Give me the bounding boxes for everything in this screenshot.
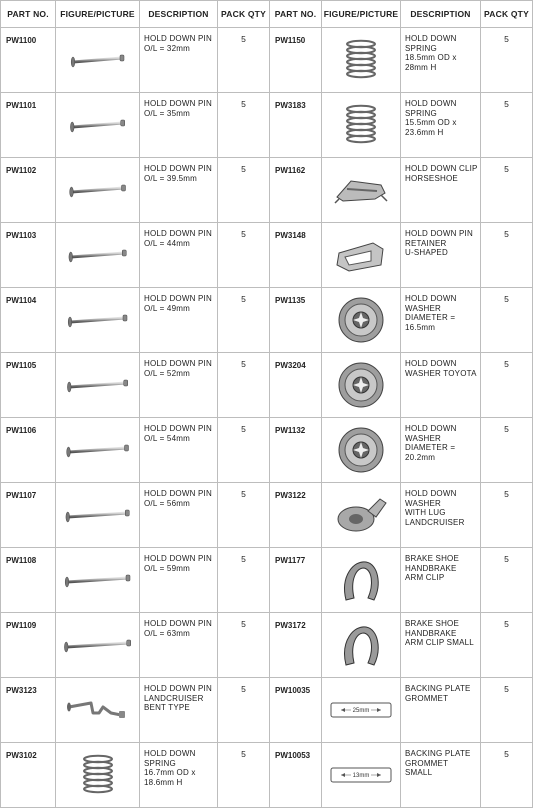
- lug-washer-icon: [322, 493, 400, 537]
- pin-icon: [56, 439, 139, 461]
- description: HOLD DOWN SPRING 15.5mm OD x 23.6mm H: [401, 93, 481, 158]
- table-row: [1, 483, 533, 548]
- pack-qty: 5: [481, 28, 533, 93]
- description: HOLD DOWN PIN O/L = 59mm: [140, 548, 218, 613]
- pack-qty: 5: [218, 548, 270, 613]
- pack-qty: 5: [481, 93, 533, 158]
- table-row: [1, 678, 533, 743]
- description: BRAKE SHOE HANDBRAKE ARM CLIP: [401, 548, 481, 613]
- figure-picture: [56, 353, 140, 418]
- table-row: [1, 548, 533, 613]
- pack-qty: 5: [481, 158, 533, 223]
- spring-icon: [322, 101, 400, 149]
- pin-icon: [56, 569, 139, 591]
- table-row: [1, 223, 533, 288]
- figure-picture: [322, 93, 401, 158]
- pin-icon: [56, 634, 139, 656]
- part-number: PW10035: [270, 678, 322, 743]
- description: HOLD DOWN PIN RETAINER U-SHAPED: [401, 223, 481, 288]
- description: HOLD DOWN PIN O/L = 39.5mm: [140, 158, 218, 223]
- header-description: DESCRIPTION: [401, 1, 481, 28]
- figure-picture: [56, 743, 140, 808]
- pack-qty: 5: [481, 678, 533, 743]
- figure-picture: [322, 223, 401, 288]
- part-number: PW1177: [270, 548, 322, 613]
- figure-picture: [322, 353, 401, 418]
- description: BACKING PLATE GROMMET: [401, 678, 481, 743]
- washer-icon: [322, 294, 400, 346]
- svg-text:25mm: 25mm: [352, 708, 370, 714]
- description: HOLD DOWN PIN O/L = 56mm: [140, 483, 218, 548]
- description: BRAKE SHOE HANDBRAKE ARM CLIP SMALL: [401, 613, 481, 678]
- part-number: PW1135: [270, 288, 322, 353]
- description: HOLD DOWN PIN O/L = 35mm: [140, 93, 218, 158]
- description: HOLD DOWN PIN O/L = 49mm: [140, 288, 218, 353]
- figure-picture: [322, 548, 401, 613]
- pack-qty: 5: [218, 353, 270, 418]
- pin-icon: [56, 309, 139, 331]
- figure-picture: [56, 158, 140, 223]
- description: BACKING PLATE GROMMET SMALL: [401, 743, 481, 808]
- pack-qty: 5: [218, 678, 270, 743]
- header-pack-qty: PACK QTY: [481, 1, 533, 28]
- pin-icon: [56, 504, 139, 526]
- figure-picture: [322, 28, 401, 93]
- description: HOLD DOWN PIN O/L = 54mm: [140, 418, 218, 483]
- part-number: PW1132: [270, 418, 322, 483]
- part-number: PW3122: [270, 483, 322, 548]
- figure-picture: [322, 288, 401, 353]
- header-row: [1, 1, 533, 28]
- description: HOLD DOWN SPRING 16.7mm OD x 18.6mm H: [140, 743, 218, 808]
- pin-icon: [56, 114, 139, 136]
- part-number: PW3102: [1, 743, 56, 808]
- spring-icon: [56, 751, 139, 799]
- part-number: PW3123: [1, 678, 56, 743]
- table-row: [1, 353, 533, 418]
- figure-picture: [56, 483, 140, 548]
- pack-qty: 5: [481, 613, 533, 678]
- description: HOLD DOWN CLIP HORSESHOE: [401, 158, 481, 223]
- u-retainer-icon: [322, 235, 400, 275]
- figure-picture: [56, 28, 140, 93]
- table-row: [1, 93, 533, 158]
- part-number: PW1103: [1, 223, 56, 288]
- part-number: PW1107: [1, 483, 56, 548]
- figure-picture: [56, 288, 140, 353]
- arm-clip-icon: [322, 621, 400, 669]
- pack-qty: 5: [481, 548, 533, 613]
- pin-icon: [56, 374, 139, 396]
- header-description: DESCRIPTION: [140, 1, 218, 28]
- description: HOLD DOWN WASHER WITH LUG LANDCRUISER: [401, 483, 481, 548]
- header-part-no: PART NO.: [270, 1, 322, 28]
- pack-qty: 5: [218, 743, 270, 808]
- description: HOLD DOWN PIN O/L = 52mm: [140, 353, 218, 418]
- figure-picture: [56, 548, 140, 613]
- pack-qty: 5: [218, 613, 270, 678]
- part-number: PW1109: [1, 613, 56, 678]
- washer-icon: [322, 424, 400, 476]
- description: HOLD DOWN PIN O/L = 63mm: [140, 613, 218, 678]
- header-part-no: PART NO.: [1, 1, 56, 28]
- arm-clip-icon: [322, 556, 400, 604]
- part-number: PW1108: [1, 548, 56, 613]
- table-row: [1, 613, 533, 678]
- part-number: PW3148: [270, 223, 322, 288]
- part-number: PW3204: [270, 353, 322, 418]
- part-number: PW1102: [1, 158, 56, 223]
- figure-picture: [322, 418, 401, 483]
- table-row: [1, 288, 533, 353]
- pack-qty: 5: [481, 288, 533, 353]
- figure-picture: [322, 158, 401, 223]
- part-number: PW1162: [270, 158, 322, 223]
- description: HOLD DOWN SPRING 18.5mm OD x 28mm H: [401, 28, 481, 93]
- part-number: PW1150: [270, 28, 322, 93]
- pack-qty: 5: [218, 483, 270, 548]
- figure-picture: [56, 418, 140, 483]
- header-figure: FIGURE/PICTURE: [56, 1, 140, 28]
- part-number: PW3183: [270, 93, 322, 158]
- description: HOLD DOWN PIN O/L = 32mm: [140, 28, 218, 93]
- grommet-icon: [322, 762, 400, 788]
- pack-qty: 5: [218, 223, 270, 288]
- table-row: [1, 28, 533, 93]
- part-number: PW1104: [1, 288, 56, 353]
- description: HOLD DOWN PIN O/L = 44mm: [140, 223, 218, 288]
- header-figure: FIGURE/PICTURE: [322, 1, 401, 28]
- table-row: [1, 418, 533, 483]
- washer-icon: [322, 359, 400, 411]
- figure-picture: [322, 613, 401, 678]
- pack-qty: 5: [481, 483, 533, 548]
- pack-qty: 5: [481, 418, 533, 483]
- spring-icon: [322, 36, 400, 84]
- pin-icon: [56, 49, 139, 71]
- part-number: PW10053: [270, 743, 322, 808]
- part-number: PW1106: [1, 418, 56, 483]
- description: HOLD DOWN PIN LANDCRUISER BENT TYPE: [140, 678, 218, 743]
- pack-qty: 5: [218, 288, 270, 353]
- bent-pin-icon: [56, 693, 139, 727]
- description: HOLD DOWN WASHER TOYOTA: [401, 353, 481, 418]
- pack-qty: 5: [218, 418, 270, 483]
- pack-qty: 5: [481, 743, 533, 808]
- pin-icon: [56, 244, 139, 266]
- table-row: [1, 743, 533, 808]
- figure-picture: [322, 678, 401, 743]
- grommet-icon: [322, 697, 400, 723]
- pack-qty: 5: [481, 353, 533, 418]
- description: HOLD DOWN WASHER DIAMETER = 16.5mm: [401, 288, 481, 353]
- figure-picture: [322, 743, 401, 808]
- svg-text:13mm: 13mm: [352, 773, 370, 779]
- figure-picture: [322, 483, 401, 548]
- header-pack-qty: PACK QTY: [218, 1, 270, 28]
- part-number: PW1105: [1, 353, 56, 418]
- figure-picture: [56, 613, 140, 678]
- part-number: PW1101: [1, 93, 56, 158]
- pack-qty: 5: [218, 28, 270, 93]
- table-row: [1, 158, 533, 223]
- pack-qty: 5: [481, 223, 533, 288]
- part-number: PW1100: [1, 28, 56, 93]
- figure-picture: [56, 678, 140, 743]
- pack-qty: 5: [218, 93, 270, 158]
- figure-picture: [56, 93, 140, 158]
- pin-icon: [56, 179, 139, 201]
- horseshoe-clip-icon: [322, 173, 400, 207]
- description: HOLD DOWN WASHER DIAMETER = 20.2mm: [401, 418, 481, 483]
- figure-picture: [56, 223, 140, 288]
- pack-qty: 5: [218, 158, 270, 223]
- part-number: PW3172: [270, 613, 322, 678]
